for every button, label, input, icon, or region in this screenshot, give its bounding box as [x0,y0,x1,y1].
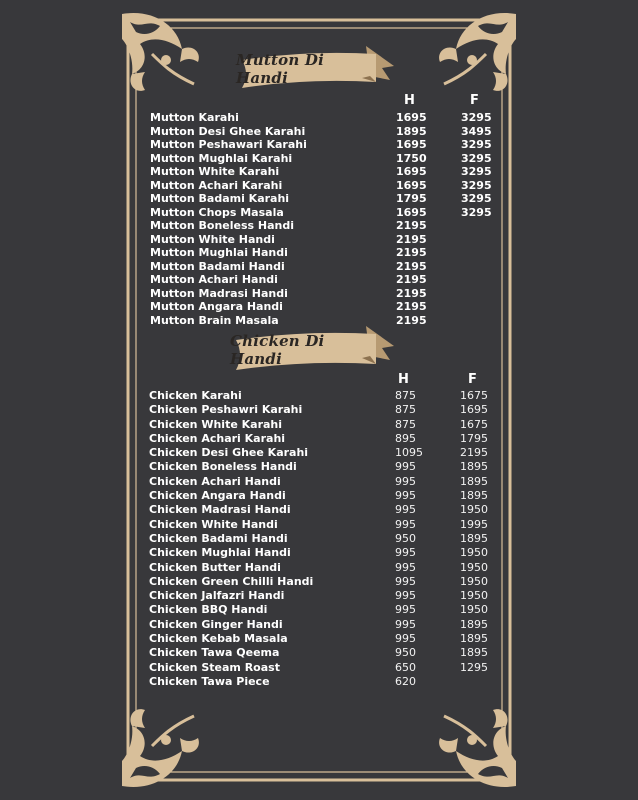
half-price: 1895 [396,124,427,138]
full-price: 2195 [460,446,488,460]
menu-item-row [149,489,499,503]
half-price: 2195 [396,273,427,286]
full-price: 1895 [460,617,488,631]
item-name: Mutton Achari Karahi [150,178,283,192]
item-name: Mutton Boneless Handi [150,219,295,232]
item-name: Chicken Badami Handi [149,531,288,545]
menu-item-row [150,138,500,152]
full-price: 3295 [461,192,492,205]
half-price: 895 [395,431,416,445]
full-price: 1895 [460,632,488,646]
menu-item-row [149,475,499,489]
item-name: Mutton Peshawari Karahi [150,138,307,151]
menu-item-row [150,287,500,301]
item-name: Chicken Madrasi Handi [149,503,291,517]
menu-item-row [149,575,499,589]
full-price: 1895 [460,646,488,660]
item-name: Chicken Kebab Masala [149,632,288,646]
half-price: 995 [395,460,416,474]
chicken-full-header: F [468,372,477,387]
full-price: 3495 [461,124,492,138]
item-name: Chicken Green Chilli Handi [149,574,314,588]
full-price: 1950 [460,589,488,603]
item-name: Chicken Jalfazri Handi [149,589,285,603]
half-price: 1695 [396,111,427,124]
half-price: 995 [395,517,416,531]
item-name: Chicken White Handi [149,517,278,531]
full-price: 1695 [460,403,488,417]
menu-item-row [150,125,500,139]
half-price: 2195 [396,219,427,232]
item-name: Mutton Karahi [150,111,239,124]
menu-item-row [150,260,500,274]
menu-item-row [150,192,500,206]
full-price: 1950 [460,503,488,517]
menu-item-row [150,273,500,287]
half-price: 995 [395,489,416,503]
menu-item-row [149,503,499,517]
item-name: Chicken Achari Karahi [149,431,286,445]
menu-item-row [149,389,499,403]
menu-item-row [149,460,499,474]
full-price: 1995 [460,517,488,531]
item-name: Chicken Tawa Qeema [149,646,280,660]
full-price: 3295 [461,151,492,165]
item-name: Chicken White Karahi [149,417,283,431]
full-price: 1675 [460,417,488,431]
half-price: 1750 [396,151,427,165]
menu-item-row [149,675,499,689]
full-price: 1795 [460,431,488,445]
item-name: Chicken Butter Handi [149,560,281,574]
half-price: 2195 [396,300,427,313]
item-name: Chicken Achari Handi [149,474,281,488]
half-price: 2195 [396,313,427,327]
menu-item-row [149,546,499,560]
half-price: 1695 [396,138,427,151]
half-price: 1695 [396,165,427,178]
chicken-list [149,389,499,689]
item-name: Chicken BBQ Handi [149,603,268,617]
full-price: 1950 [460,574,488,588]
full-price: 3295 [461,111,492,124]
half-price: 995 [395,474,416,488]
half-price: 995 [395,574,416,588]
full-price: 3295 [461,138,492,151]
full-price: 1950 [460,603,488,617]
full-price: 3295 [461,165,492,178]
full-price: 1295 [460,660,488,674]
item-name: Mutton White Handi [150,232,275,246]
menu-item-row [149,632,499,646]
menu-item-row [149,518,499,532]
item-name: Mutton Badami Karahi [150,192,290,205]
full-price: 1895 [460,460,488,474]
half-price: 875 [395,389,416,402]
half-price: 950 [395,646,416,660]
item-name: Chicken Tawa Piece [149,674,270,688]
item-name: Chicken Boneless Handi [149,460,297,474]
menu-item-row [149,646,499,660]
half-price: 1095 [395,446,423,460]
item-name: Mutton Achari Handi [150,273,278,286]
menu-item-row [149,446,499,460]
full-price: 3295 [461,178,492,192]
half-price: 2195 [396,232,427,246]
menu-item-row [150,206,500,220]
half-price: 650 [395,660,416,674]
item-name: Chicken Ginger Handi [149,617,283,631]
half-price: 875 [395,417,416,431]
item-name: Chicken Peshawri Karahi [149,403,303,417]
half-price: 995 [395,546,416,560]
full-price: 1895 [460,489,488,503]
item-name: Chicken Desi Ghee Karahi [149,446,309,460]
half-price: 995 [395,589,416,603]
menu-item-row [149,603,499,617]
full-price: 1950 [460,546,488,560]
item-name: Mutton Badami Handi [150,259,285,273]
mutton-section-title: Mutton Di Handi [236,51,325,87]
half-price: 995 [395,503,416,517]
menu-item-row [149,561,499,575]
half-price: 995 [395,603,416,617]
half-price: 2195 [396,246,427,259]
item-name: Chicken Karahi [149,389,242,402]
item-name: Chicken Steam Roast [149,660,280,674]
half-price: 2195 [396,286,427,300]
full-price: 1895 [460,474,488,488]
chicken-half-header: H [398,372,409,387]
item-name: Mutton Desi Ghee Karahi [150,124,306,138]
item-name: Chicken Mughlai Handi [149,546,291,560]
menu-item-row [150,179,500,193]
mutton-list [150,111,500,327]
menu-item-row [150,111,500,125]
item-name: Mutton Angara Handi [150,300,283,313]
half-price: 995 [395,617,416,631]
half-price: 2195 [396,259,427,273]
full-price: 3295 [461,205,492,219]
item-name: Mutton Brain Masala [150,313,279,327]
menu-item-row [150,165,500,179]
full-price: 1950 [460,560,488,574]
menu-item-row [149,661,499,675]
half-price: 1695 [396,205,427,219]
half-price: 995 [395,560,416,574]
half-price: 1795 [396,192,427,205]
menu-item-row [149,532,499,546]
half-price: 1695 [396,178,427,192]
menu-item-row [149,618,499,632]
menu-item-row [150,233,500,247]
half-price: 620 [395,674,416,688]
mutton-half-header: H [404,93,415,108]
half-price: 875 [395,403,416,417]
full-price: 1895 [460,531,488,545]
menu-item-row [149,432,499,446]
menu-item-row [150,246,500,260]
mutton-full-header: F [470,93,479,108]
item-name: Mutton Madrasi Handi [150,286,288,300]
item-name: Mutton Mughlai Handi [150,246,288,259]
menu-item-row [150,219,500,233]
menu-item-row [149,589,499,603]
mutton-banner [236,44,398,94]
half-price: 950 [395,531,416,545]
item-name: Mutton White Karahi [150,165,280,178]
chicken-section-title: Chicken Di Handi [230,332,325,368]
menu-item-row [150,300,500,314]
item-name: Mutton Chops Masala [150,205,284,219]
full-price: 1675 [460,389,488,402]
menu-item-row [149,403,499,417]
menu-item-row [149,418,499,432]
menu-item-row [150,152,500,166]
item-name: Mutton Mughlai Karahi [150,151,293,165]
chicken-banner [230,324,398,376]
item-name: Chicken Angara Handi [149,489,286,503]
half-price: 995 [395,632,416,646]
